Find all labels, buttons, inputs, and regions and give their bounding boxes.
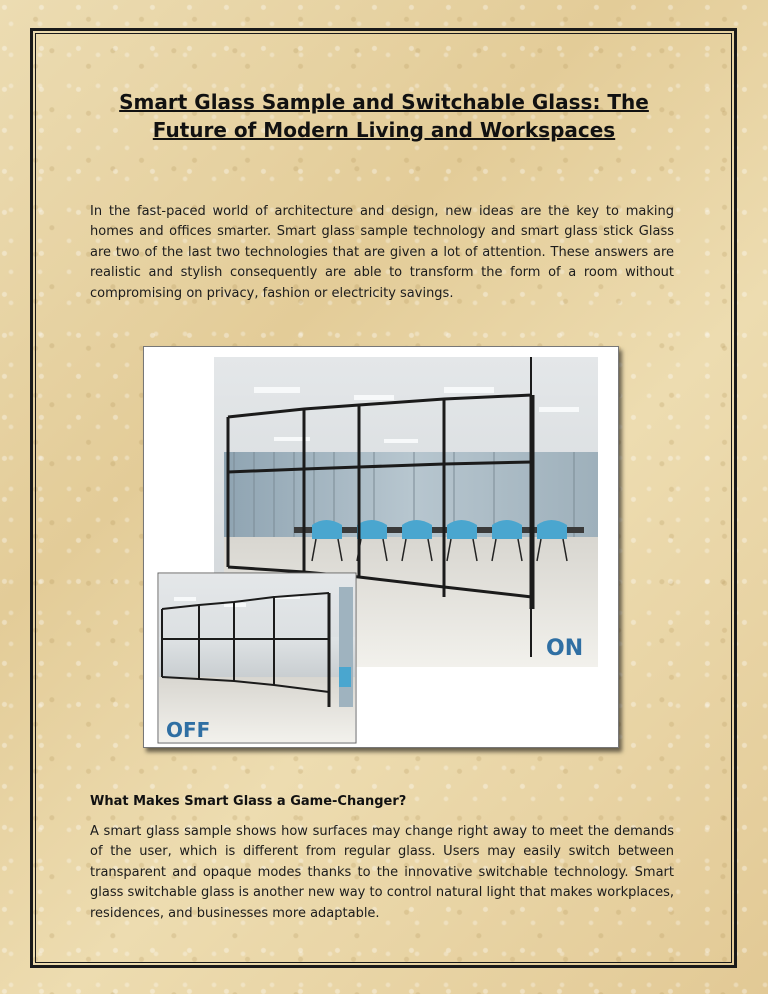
smart-glass-on-off-photo xyxy=(143,346,619,748)
intro-paragraph: In the fast-paced world of architecture and design, new ideas are the key to making homes and offices smarter. Smart glass sample technology and smart glass stick Glass are two of the last two technologies that are given a lot of attention. These answers are realistic and stylish consequently are able to transform the form of a room without compromising on privacy, fashion or electricity savings. xyxy=(90,204,674,301)
on-label: ON xyxy=(546,636,584,661)
off-label: OFF xyxy=(166,718,211,742)
article-title: Smart Glass Sample and Switchable Glass: The Future of Modern Living and Workspaces xyxy=(119,90,649,142)
section-heading: What Makes Smart Glass a Game-Changer? xyxy=(90,794,407,809)
off-state-image xyxy=(158,573,356,743)
photo-illustration xyxy=(144,347,618,747)
body-paragraph: A smart glass sample shows how surfaces may change right away to meet the demands of the user, which is different from regular glass. Users may easily switch between transparent and opaque modes thanks to the innovative switchable technology. Smart glass switchable glass is another new way to control natural light that makes workplaces, residences, and businesses more adaptable. xyxy=(90,824,674,921)
